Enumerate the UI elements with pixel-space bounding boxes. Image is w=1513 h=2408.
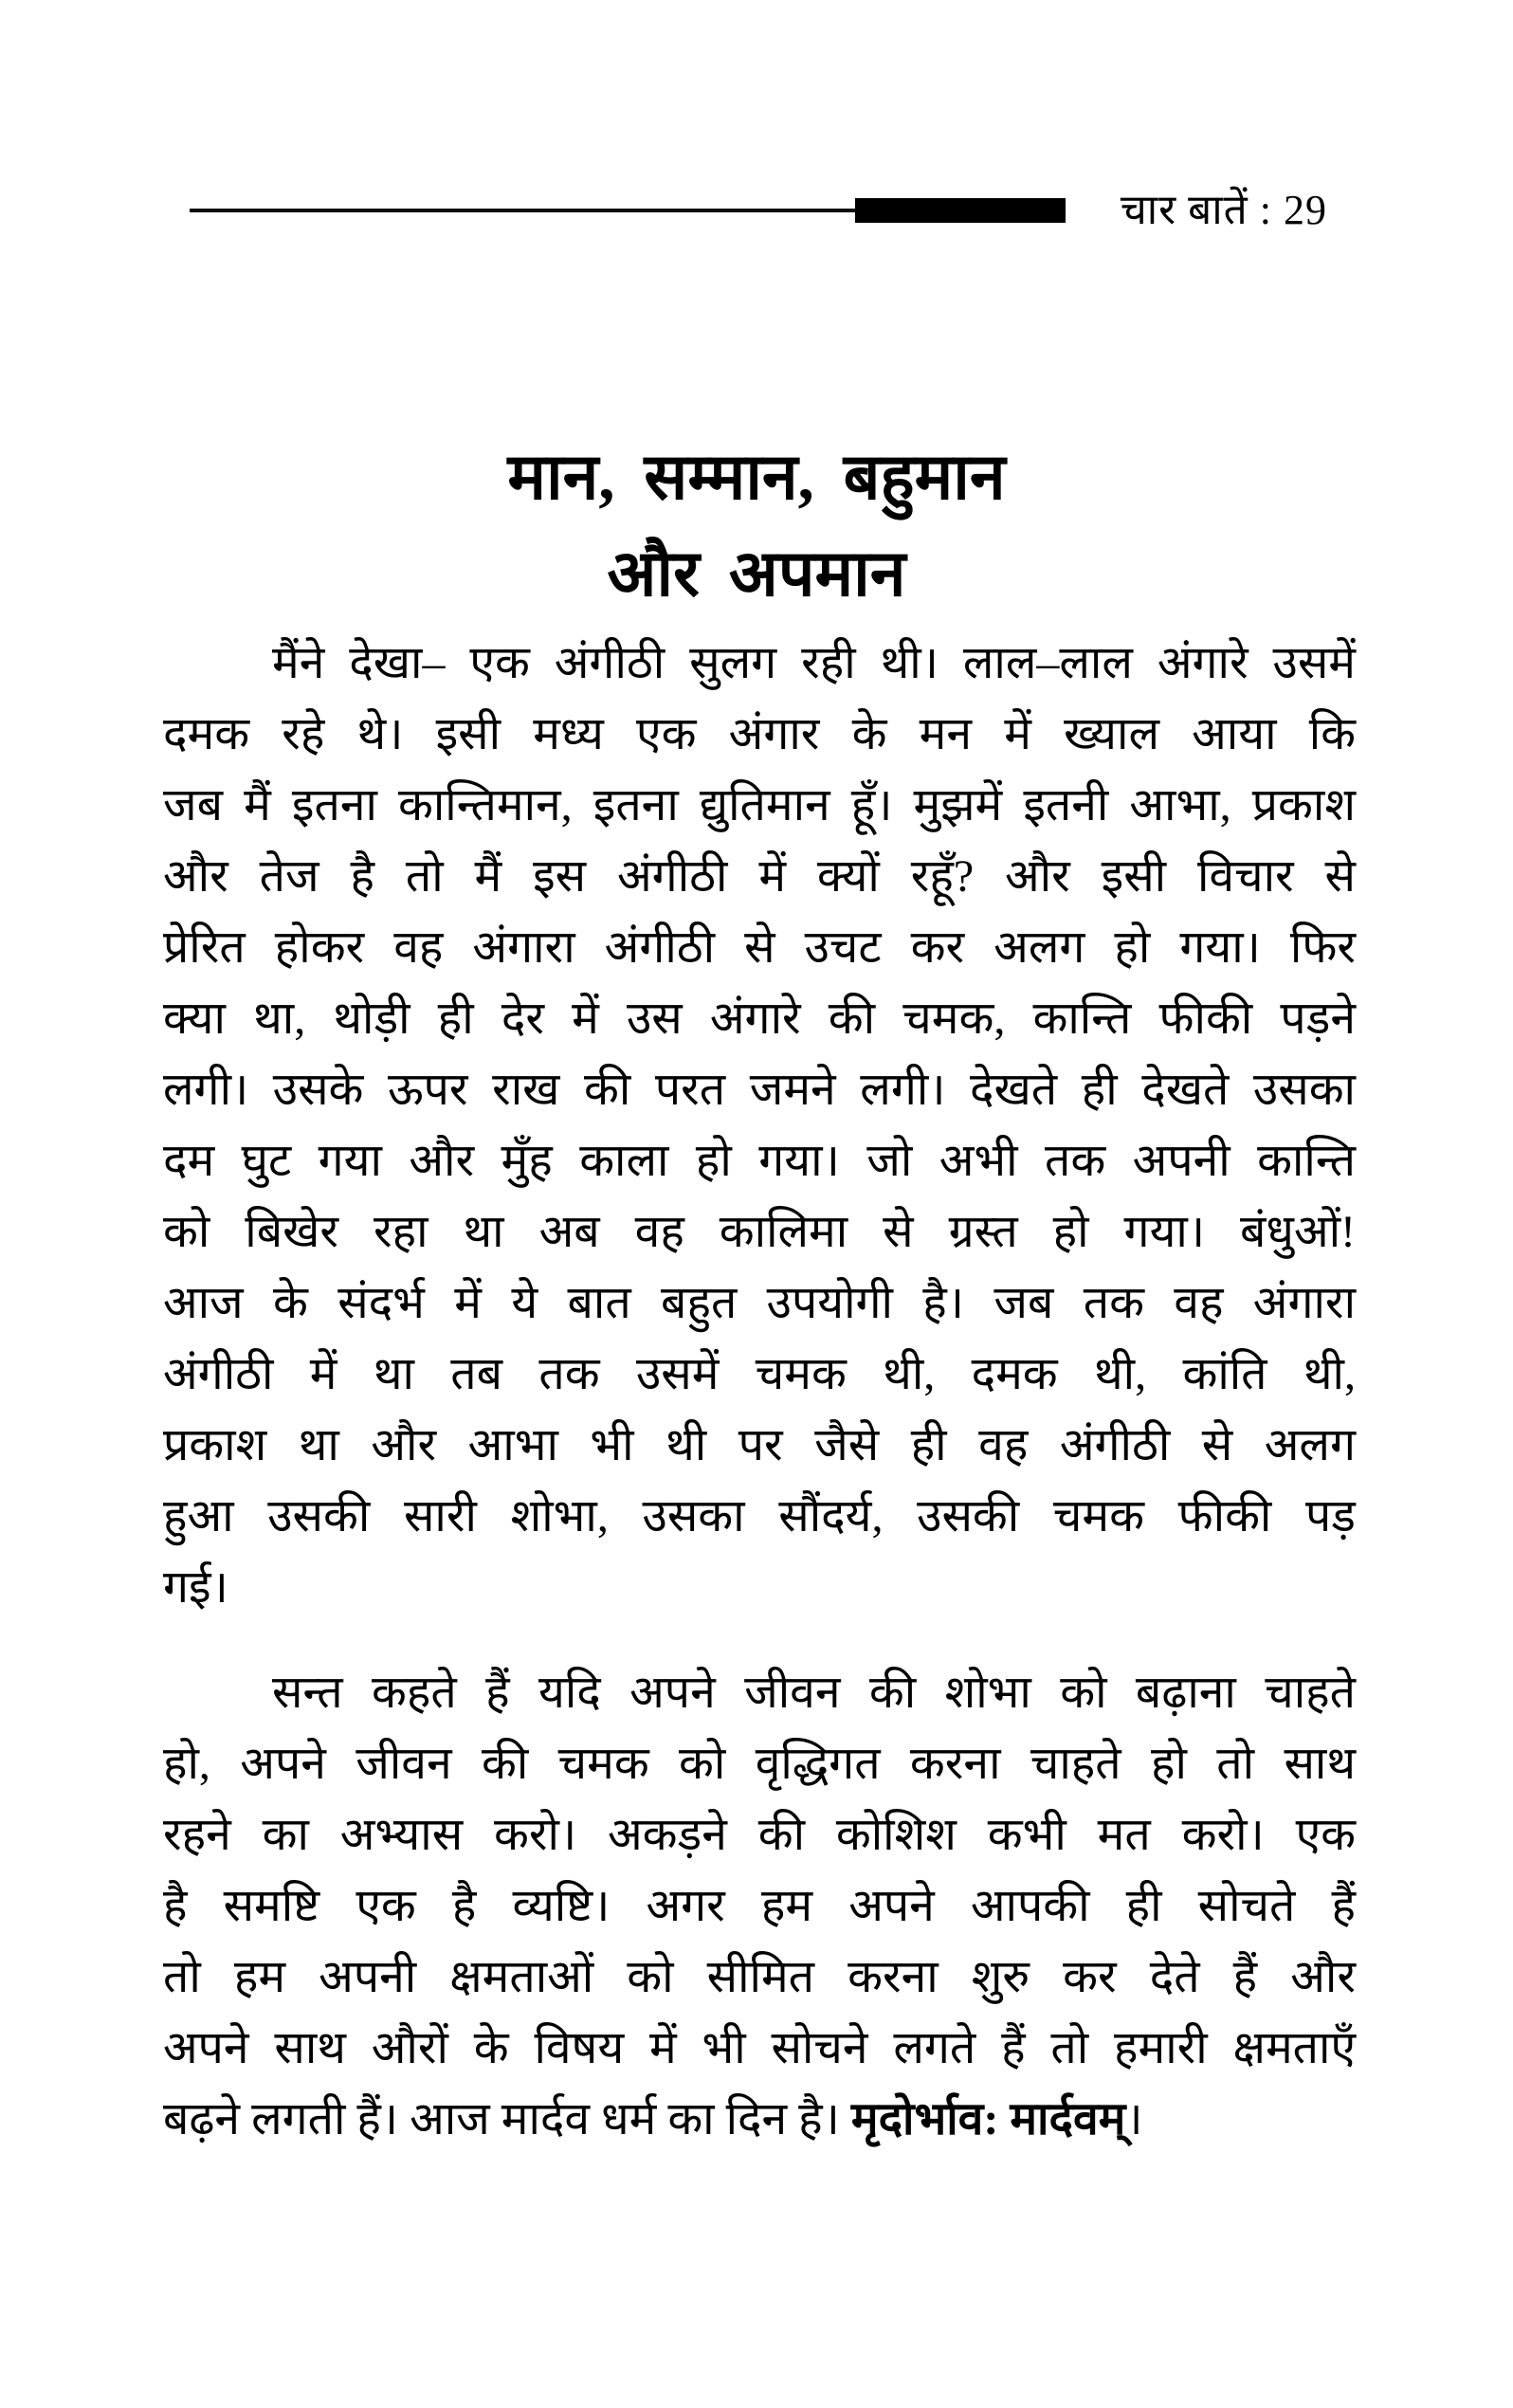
text-line: और तेज है तो मैं इस अंगीठी में क्यों रहूँ? और इसी विचार से: [163, 851, 1356, 902]
text-line: हो, अपने जीवन की चमक को वृद्धिगत करना चाहते हो तो साथ: [163, 1739, 1356, 1789]
text-line: क्या था, थोड़ी ही देर में उस अंगारे की चमक, कान्ति फीकी पड़ने: [163, 994, 1356, 1044]
text-line: अंगीठी में था तब तक उसमें चमक थी, दमक थी, कांति थी,: [163, 1349, 1356, 1399]
text-line: गई।: [163, 1562, 228, 1613]
paragraph-1: [163, 628, 1356, 1623]
page-header: [190, 184, 1327, 237]
text-line: आज के संदर्भ में ये बात बहुत उपयोगी है। जब तक वह अंगारा: [163, 1278, 1356, 1328]
last-line-danda: ।: [1125, 2094, 1143, 2144]
text-line: मैंने देखा– एक अंगीठी सुलग रही थी। लाल–लाल अंगारे उसमें: [272, 638, 1356, 688]
paragraph-2: [163, 1657, 1356, 2155]
text-line: दमक रहे थे। इसी मध्य एक अंगार के मन में ख्याल आया कि: [163, 709, 1356, 759]
text-line: अपने साथ औरों के विषय में भी सोचने लगते हैं तो हमारी क्षमताएँ: [163, 2023, 1356, 2073]
header-rule-line: [190, 209, 855, 212]
chapter-title: [0, 429, 1513, 622]
text-line: प्रेरित होकर वह अंगारा अंगीठी से उचट कर अलग हो गया। फिर: [163, 922, 1356, 973]
text-line: को बिखेर रहा था अब वह कालिमा से ग्रस्त हो गया। बंधुओं!: [163, 1207, 1356, 1257]
running-head-text: चार बातें : 29: [1120, 187, 1327, 233]
bold-sanskrit-phrase: मृदोर्भाव: मार्दवम्: [850, 2094, 1126, 2144]
chapter-title-line-2: और अपमान: [607, 538, 906, 610]
text-line: लगी। उसके ऊपर राख की परत जमने लगी। देखते ही देखते उसका: [163, 1065, 1356, 1115]
text-line-with-bold-phrase: [163, 2084, 1356, 2155]
text-line: दम घुट गया और मुँह काला हो गया। जो अभी तक अपनी कान्ति: [163, 1136, 1356, 1186]
header-black-bar: [855, 198, 1066, 223]
text-line: सन्त कहते हैं यदि अपने जीवन की शोभा को बढ़ाना चाहते: [272, 1668, 1356, 1718]
text-line: प्रकाश था और आभा भी थी पर जैसे ही वह अंगीठी से अलग: [163, 1420, 1356, 1470]
last-line-regular-text: बढ़ने लगती हैं। आज मार्दव धर्म का दिन है।: [163, 2094, 851, 2144]
chapter-title-line-1: मान, सम्मान, बहुमान: [507, 441, 1006, 513]
text-line: है समष्टि एक है व्यष्टि। अगर हम अपने आपकी ही सोचते हैं: [163, 1881, 1356, 1931]
text-line: जब मैं इतना कान्तिमान, इतना द्युतिमान हूँ। मुझमें इतनी आभा, प्रकाश: [163, 780, 1356, 830]
text-line: हुआ उसकी सारी शोभा, उसका सौंदर्य, उसकी चमक फीकी पड़: [163, 1491, 1356, 1541]
body-text: [163, 628, 1356, 2155]
text-line: रहने का अभ्यास करो। अकड़ने की कोशिश कभी मत करो। एक: [163, 1810, 1356, 1860]
text-line: तो हम अपनी क्षमताओं को सीमित करना शुरु कर देते हैं और: [163, 1952, 1356, 2002]
